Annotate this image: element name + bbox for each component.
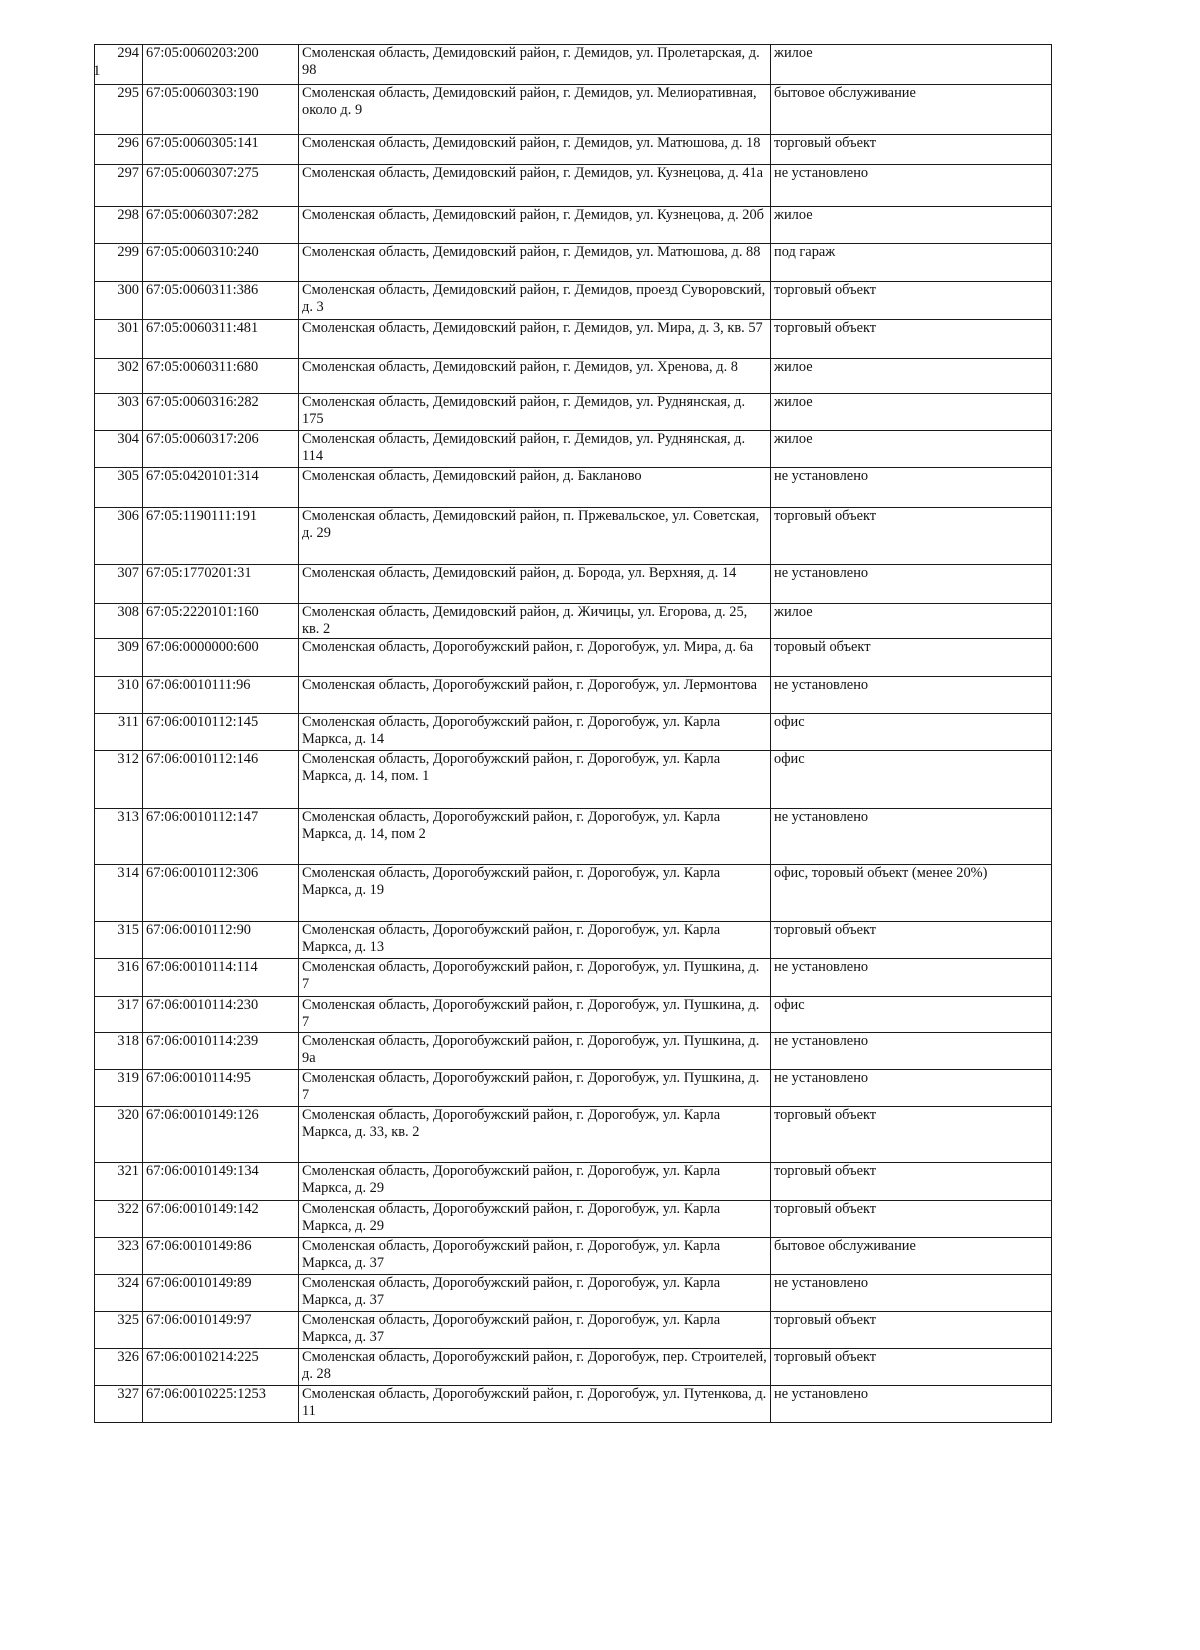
usage-type: торговый объект <box>771 1349 1052 1386</box>
cadastral-number: 67:05:0060311:386 <box>143 282 299 320</box>
cadastral-number: 67:05:0060305:141 <box>143 135 299 165</box>
table-row <box>95 922 1052 959</box>
address: Смоленская область, Демидовский район, д. Бакланово <box>299 468 771 508</box>
usage-type: торговый объект <box>771 922 1052 959</box>
cadastral-number: 67:05:0420101:314 <box>143 468 299 508</box>
usage-type: не установлено <box>771 565 1052 604</box>
address: Смоленская область, Дорогобужский район, г. Дорогобуж, ул. Карла Маркса, д. 37 <box>299 1312 771 1349</box>
table-row <box>95 508 1052 565</box>
usage-type: торговый объект <box>771 282 1052 320</box>
table-row <box>95 959 1052 997</box>
address: Смоленская область, Дорогобужский район, г. Дорогобуж, ул. Пушкина, д. 7 <box>299 959 771 997</box>
usage-type: торговый объект <box>771 508 1052 565</box>
usage-type: не установлено <box>771 468 1052 508</box>
usage-type: торговый объект <box>771 1163 1052 1201</box>
table-row <box>95 714 1052 751</box>
row-number: 309 <box>95 639 143 677</box>
address: Смоленская область, Дорогобужский район, г. Дорогобуж, пер. Строителей, д. 28 <box>299 1349 771 1386</box>
cadastral-number: 67:06:0010225:1253 <box>143 1386 299 1423</box>
cadastral-number: 67:05:0060307:282 <box>143 207 299 244</box>
table-row <box>95 207 1052 244</box>
row-number: 314 <box>95 865 143 922</box>
table-row <box>95 997 1052 1033</box>
table-row <box>95 468 1052 508</box>
row-number: 313 <box>95 809 143 865</box>
usage-type: бытовое обслуживание <box>771 1238 1052 1275</box>
row-number: 325 <box>95 1312 143 1349</box>
row-number: 295 <box>95 85 143 135</box>
address: Смоленская область, Дорогобужский район, г. Дорогобуж, ул. Карла Маркса, д. 37 <box>299 1275 771 1312</box>
row-number: 304 <box>95 431 143 468</box>
row-number: 311 <box>95 714 143 751</box>
address: Смоленская область, Дорогобужский район, г. Дорогобуж, ул. Карла Маркса, д. 29 <box>299 1163 771 1201</box>
cadastral-number: 67:05:0060311:481 <box>143 320 299 359</box>
address: Смоленская область, Демидовский район, д. Борода, ул. Верхняя, д. 14 <box>299 565 771 604</box>
row-number: 327 <box>95 1386 143 1423</box>
table-row <box>95 1238 1052 1275</box>
row-number: 305 <box>95 468 143 508</box>
address: Смоленская область, Дорогобужский район, г. Дорогобуж, ул. Карла Маркса, д. 14 <box>299 714 771 751</box>
cadastral-number: 67:06:0010114:95 <box>143 1070 299 1107</box>
usage-type: не установлено <box>771 1070 1052 1107</box>
row-number: 301 <box>95 320 143 359</box>
registry-body <box>95 45 1052 1423</box>
address: Смоленская область, Демидовский район, г. Демидов, ул. Руднянская, д. 175 <box>299 394 771 431</box>
cadastral-number: 67:06:0010114:239 <box>143 1033 299 1070</box>
usage-type: не установлено <box>771 1033 1052 1070</box>
row-number: 316 <box>95 959 143 997</box>
table-row <box>95 394 1052 431</box>
usage-type: не установлено <box>771 959 1052 997</box>
table-row <box>95 809 1052 865</box>
cadastral-number: 67:06:0010149:89 <box>143 1275 299 1312</box>
row-number: 321 <box>95 1163 143 1201</box>
address: Смоленская область, Дорогобужский район, г. Дорогобуж, ул. Пушкина, д. 7 <box>299 1070 771 1107</box>
address: Смоленская область, Демидовский район, г. Демидов, ул. Матюшова, д. 18 <box>299 135 771 165</box>
address: Смоленская область, Демидовский район, г. Демидов, проезд Суворовский, д. 3 <box>299 282 771 320</box>
address: Смоленская область, Дорогобужский район, г. Дорогобуж, ул. Карла Маркса, д. 19 <box>299 865 771 922</box>
row-number: 310 <box>95 677 143 714</box>
row-number: 320 <box>95 1107 143 1163</box>
row-number: 300 <box>95 282 143 320</box>
cadastral-number: 67:05:0060316:282 <box>143 394 299 431</box>
address: Смоленская область, Дорогобужский район, г. Дорогобуж, ул. Пушкина, д. 7 <box>299 997 771 1033</box>
address: Смоленская область, Дорогобужский район, г. Дорогобуж, ул. Лермонтова <box>299 677 771 714</box>
usage-type: не установлено <box>771 1275 1052 1312</box>
property-registry-table <box>94 44 1052 1423</box>
address: Смоленская область, Демидовский район, д. Жичицы, ул. Егорова, д. 25, кв. 2 <box>299 604 771 639</box>
usage-type: торговый объект <box>771 135 1052 165</box>
usage-type: торговый объект <box>771 320 1052 359</box>
address: Смоленская область, Демидовский район, г. Демидов, ул. Пролетарская, д. 98 <box>299 45 771 85</box>
address: Смоленская область, Демидовский район, г. Демидов, ул. Мира, д. 3, кв. 57 <box>299 320 771 359</box>
cadastral-number: 67:06:0010149:97 <box>143 1312 299 1349</box>
address: Смоленская область, Демидовский район, г. Демидов, ул. Матюшова, д. 88 <box>299 244 771 282</box>
table-row <box>95 135 1052 165</box>
cadastral-number: 67:06:0010112:147 <box>143 809 299 865</box>
cadastral-number: 67:05:0060317:206 <box>143 431 299 468</box>
table-row <box>95 604 1052 639</box>
row-number: 319 <box>95 1070 143 1107</box>
usage-type: офис <box>771 714 1052 751</box>
cadastral-number: 67:05:1770201:31 <box>143 565 299 604</box>
usage-type: жилое <box>771 604 1052 639</box>
table-row <box>95 45 1052 85</box>
address: Смоленская область, Дорогобужский район, г. Дорогобуж, ул. Карла Маркса, д. 14, пом. 1 <box>299 751 771 809</box>
row-number: 302 <box>95 359 143 394</box>
table-row <box>95 1070 1052 1107</box>
row-number: 318 <box>95 1033 143 1070</box>
usage-type: под гараж <box>771 244 1052 282</box>
row-number: 315 <box>95 922 143 959</box>
address: Смоленская область, Дорогобужский район, г. Дорогобуж, ул. Карла Маркса, д. 29 <box>299 1201 771 1238</box>
cadastral-number: 67:06:0010112:306 <box>143 865 299 922</box>
usage-type: торговый объект <box>771 1312 1052 1349</box>
table-row <box>95 1163 1052 1201</box>
table-row <box>95 1386 1052 1423</box>
address: Смоленская область, Демидовский район, п. Пржевальское, ул. Советская, д. 29 <box>299 508 771 565</box>
address: Смоленская область, Дорогобужский район, г. Дорогобуж, ул. Карла Маркса, д. 37 <box>299 1238 771 1275</box>
address: Смоленская область, Демидовский район, г. Демидов, ул. Мелиоративная, около д. 9 <box>299 85 771 135</box>
usage-type: офис <box>771 997 1052 1033</box>
usage-type: жилое <box>771 45 1052 85</box>
cadastral-number: 67:06:0010214:225 <box>143 1349 299 1386</box>
address: Смоленская область, Дорогобужский район, г. Дорогобуж, ул. Мира, д. 6а <box>299 639 771 677</box>
cadastral-number: 67:06:0010114:114 <box>143 959 299 997</box>
row-number: 306 <box>95 508 143 565</box>
usage-type: не установлено <box>771 809 1052 865</box>
usage-type: жилое <box>771 431 1052 468</box>
usage-type: не установлено <box>771 677 1052 714</box>
cadastral-number: 67:05:2220101:160 <box>143 604 299 639</box>
row-number: 303 <box>95 394 143 431</box>
address: Смоленская область, Дорогобужский район, г. Дорогобуж, ул. Карла Маркса, д. 13 <box>299 922 771 959</box>
cadastral-number: 67:05:0060303:190 <box>143 85 299 135</box>
table-row <box>95 1107 1052 1163</box>
address: Смоленская область, Дорогобужский район, г. Дорогобуж, ул. Карла Маркса, д. 14, пом 2 <box>299 809 771 865</box>
cadastral-number: 67:06:0010114:230 <box>143 997 299 1033</box>
address: Смоленская область, Дорогобужский район, г. Дорогобуж, ул. Путенкова, д. 11 <box>299 1386 771 1423</box>
cadastral-number: 67:06:0010112:146 <box>143 751 299 809</box>
row-number: 294 <box>95 45 143 85</box>
table-row <box>95 565 1052 604</box>
usage-type: не установлено <box>771 165 1052 207</box>
table-row <box>95 165 1052 207</box>
cadastral-number: 67:05:0060310:240 <box>143 244 299 282</box>
table-row <box>95 244 1052 282</box>
usage-type: торговый объект <box>771 1107 1052 1163</box>
cadastral-number: 67:06:0010112:90 <box>143 922 299 959</box>
row-number: 296 <box>95 135 143 165</box>
table-row <box>95 431 1052 468</box>
cadastral-number: 67:06:0000000:600 <box>143 639 299 677</box>
table-row <box>95 85 1052 135</box>
cadastral-number: 67:06:0010112:145 <box>143 714 299 751</box>
usage-type: торовый объект <box>771 639 1052 677</box>
cadastral-number: 67:06:0010149:126 <box>143 1107 299 1163</box>
table-row <box>95 320 1052 359</box>
row-number: 317 <box>95 997 143 1033</box>
row-number: 307 <box>95 565 143 604</box>
row-number: 297 <box>95 165 143 207</box>
table-row <box>95 865 1052 922</box>
address: Смоленская область, Демидовский район, г. Демидов, ул. Хренова, д. 8 <box>299 359 771 394</box>
cadastral-number: 67:05:0060307:275 <box>143 165 299 207</box>
usage-type: офис, торовый объект (менее 20%) <box>771 865 1052 922</box>
cadastral-number: 67:06:0010149:134 <box>143 1163 299 1201</box>
table-row <box>95 1275 1052 1312</box>
table-row <box>95 1033 1052 1070</box>
table-row <box>95 1312 1052 1349</box>
address: Смоленская область, Демидовский район, г. Демидов, ул. Кузнецова, д. 20б <box>299 207 771 244</box>
address: Смоленская область, Дорогобужский район, г. Дорогобуж, ул. Карла Маркса, д. 33, кв. 2 <box>299 1107 771 1163</box>
cadastral-number: 67:05:1190111:191 <box>143 508 299 565</box>
margin-mark: 1 <box>93 63 101 79</box>
table-row <box>95 751 1052 809</box>
cadastral-number: 67:06:0010149:142 <box>143 1201 299 1238</box>
usage-type: бытовое обслуживание <box>771 85 1052 135</box>
table-row <box>95 677 1052 714</box>
cadastral-number: 67:06:0010149:86 <box>143 1238 299 1275</box>
usage-type: офис <box>771 751 1052 809</box>
row-number: 326 <box>95 1349 143 1386</box>
row-number: 322 <box>95 1201 143 1238</box>
usage-type: жилое <box>771 359 1052 394</box>
table-row <box>95 1349 1052 1386</box>
address: Смоленская область, Дорогобужский район, г. Дорогобуж, ул. Пушкина, д. 9а <box>299 1033 771 1070</box>
row-number: 308 <box>95 604 143 639</box>
address: Смоленская область, Демидовский район, г. Демидов, ул. Кузнецова, д. 41а <box>299 165 771 207</box>
cadastral-number: 67:06:0010111:96 <box>143 677 299 714</box>
address: Смоленская область, Демидовский район, г. Демидов, ул. Руднянская, д. 114 <box>299 431 771 468</box>
table-row <box>95 1201 1052 1238</box>
row-number: 312 <box>95 751 143 809</box>
usage-type: не установлено <box>771 1386 1052 1423</box>
usage-type: жилое <box>771 394 1052 431</box>
cadastral-number: 67:05:0060311:680 <box>143 359 299 394</box>
row-number: 324 <box>95 1275 143 1312</box>
table-row <box>95 639 1052 677</box>
table-row <box>95 359 1052 394</box>
row-number: 299 <box>95 244 143 282</box>
row-number: 323 <box>95 1238 143 1275</box>
cadastral-number: 67:05:0060203:200 <box>143 45 299 85</box>
row-number: 298 <box>95 207 143 244</box>
usage-type: торговый объект <box>771 1201 1052 1238</box>
table-row <box>95 282 1052 320</box>
usage-type: жилое <box>771 207 1052 244</box>
